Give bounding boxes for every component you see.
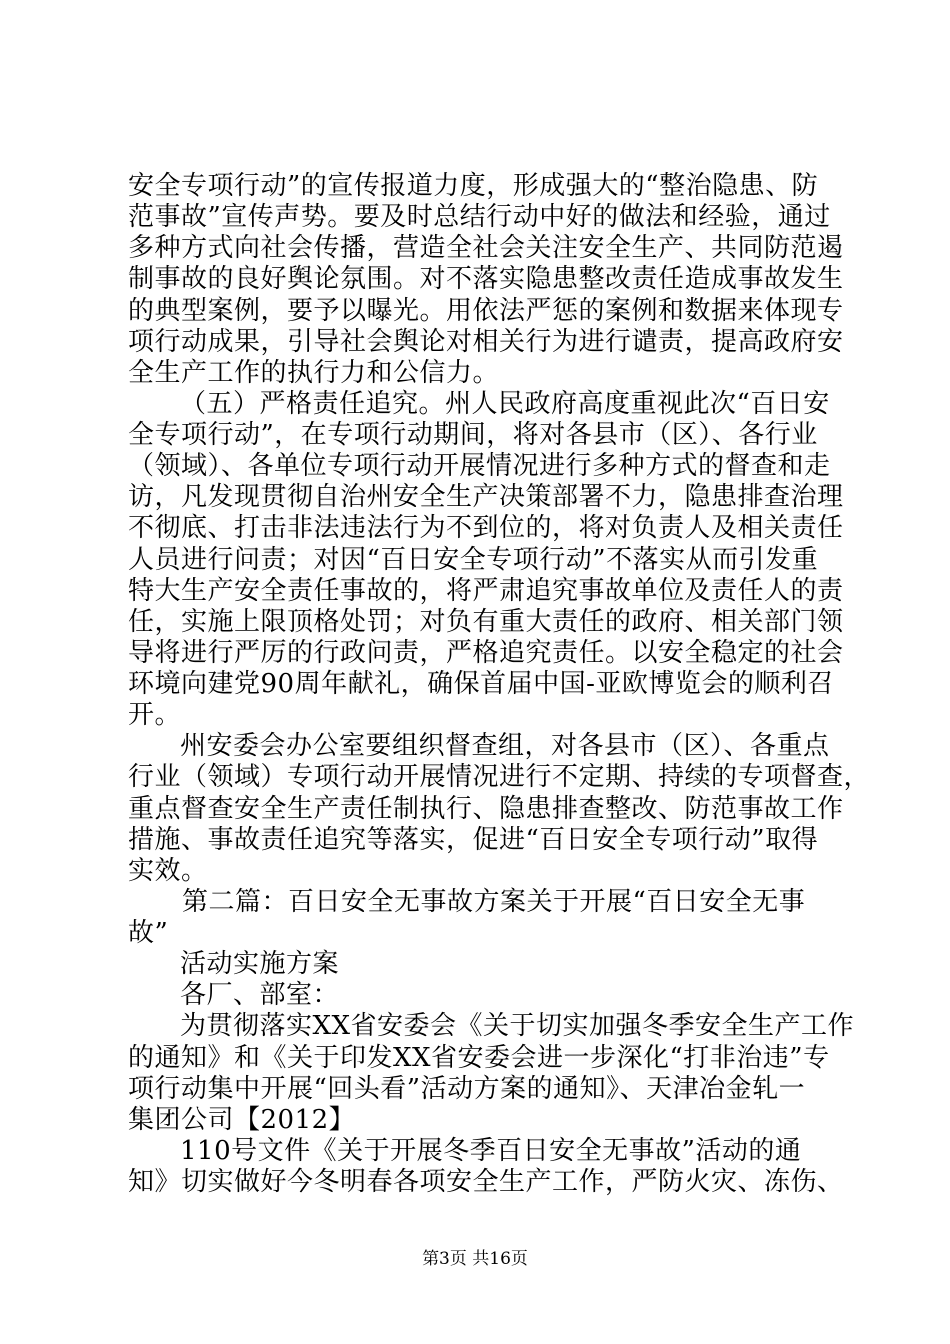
text-line: 全专项行动”，在专项行动期间，将对各县市（区）、各行业 <box>128 420 818 450</box>
text-line: （领域）、各单位专项行动开展情况进行多种方式的督查和走 <box>128 451 831 481</box>
text-line: 110号文件《关于开展冬季百日安全无事故”活动的通 <box>180 1136 802 1166</box>
text-line: 多种方式向社会传播，营造全社会关注安全生产、共同防范遏 <box>128 233 844 263</box>
text-line: 的通知》和《关于印发XX省安委会进一步深化“打非治违”专 <box>128 1043 830 1073</box>
text-line: 项行动成果，引导社会舆论对相关行为进行谴责，提高政府安 <box>128 327 844 357</box>
text-line: 行业（领域）专项行动开展情况进行不定期、持续的专项督查， <box>128 762 871 792</box>
text-line: 知》切实做好今冬明春各项安全生产工作，严防火灾、冻伤、 <box>128 1167 844 1197</box>
text-line: 实效。 <box>128 856 208 886</box>
text-line: 州安委会办公室要组织督查组，对各县市（区）、各重点 <box>180 731 830 761</box>
text-line: 环境向建党90周年献礼，确保首届中国-亚欧博览会的顺利召 <box>128 669 834 699</box>
plan-title-line: 活动实施方案 <box>180 949 340 979</box>
text-line: 重点督查安全生产责任制执行、隐患排查整改、防范事故工作 <box>128 794 844 824</box>
chapter-title-line: 第二篇：百日安全无事故方案关于开展“百日安全无事 <box>182 887 806 917</box>
text-line: 项行动集中开展“回头看”活动方案的通知》、天津冶金轧一 <box>128 1074 806 1104</box>
chapter-title-line: 故” <box>128 918 169 948</box>
salutation-line: 各厂、部室： <box>180 980 340 1010</box>
text-line: 集团公司【2012】 <box>128 1105 356 1135</box>
page-footer: 第3页 共16页 <box>422 1249 528 1269</box>
text-line: 导将进行严厉的行政问责，严格追究责任。以安全稳定的社会 <box>128 638 844 668</box>
text-line: 开。 <box>128 700 182 730</box>
section-heading-line: （五）严格责任追究。州人民政府高度重视此次“百日安 <box>180 389 830 419</box>
text-line: 制事故的良好舆论氛围。对不落实隐患整改责任造成事故发生 <box>128 264 844 294</box>
text-line: 为贯彻落实XX省安委会《关于切实加强冬季安全生产工作 <box>180 1011 855 1041</box>
text-line: 人员进行问责；对因“百日安全专项行动”不落实从而引发重 <box>128 545 819 575</box>
text-line: 的典型案例，要予以曝光。用依法严惩的案例和数据来体现专 <box>128 296 844 326</box>
text-line: 访，凡发现贯彻自治州安全生产决策部署不力，隐患排查治理 <box>128 482 844 512</box>
text-line: 特大生产安全责任事故的，将严肃追究事故单位及责任人的责 <box>128 576 844 606</box>
text-line: 任，实施上限顶格处罚；对负有重大责任的政府、相关部门领 <box>128 607 844 637</box>
text-line: 安全专项行动”的宣传报道力度，形成强大的“整治隐患、防 <box>128 171 819 201</box>
text-line: 范事故”宣传声势。要及时总结行动中好的做法和经验，通过 <box>128 202 831 232</box>
text-line: 不彻底、打击非法违法行为不到位的，将对负责人及相关责任 <box>128 513 844 543</box>
text-line: 全生产工作的执行力和公信力。 <box>128 358 500 388</box>
text-line: 措施、事故责任追究等落实，促进“百日安全专项行动”取得 <box>128 825 819 855</box>
